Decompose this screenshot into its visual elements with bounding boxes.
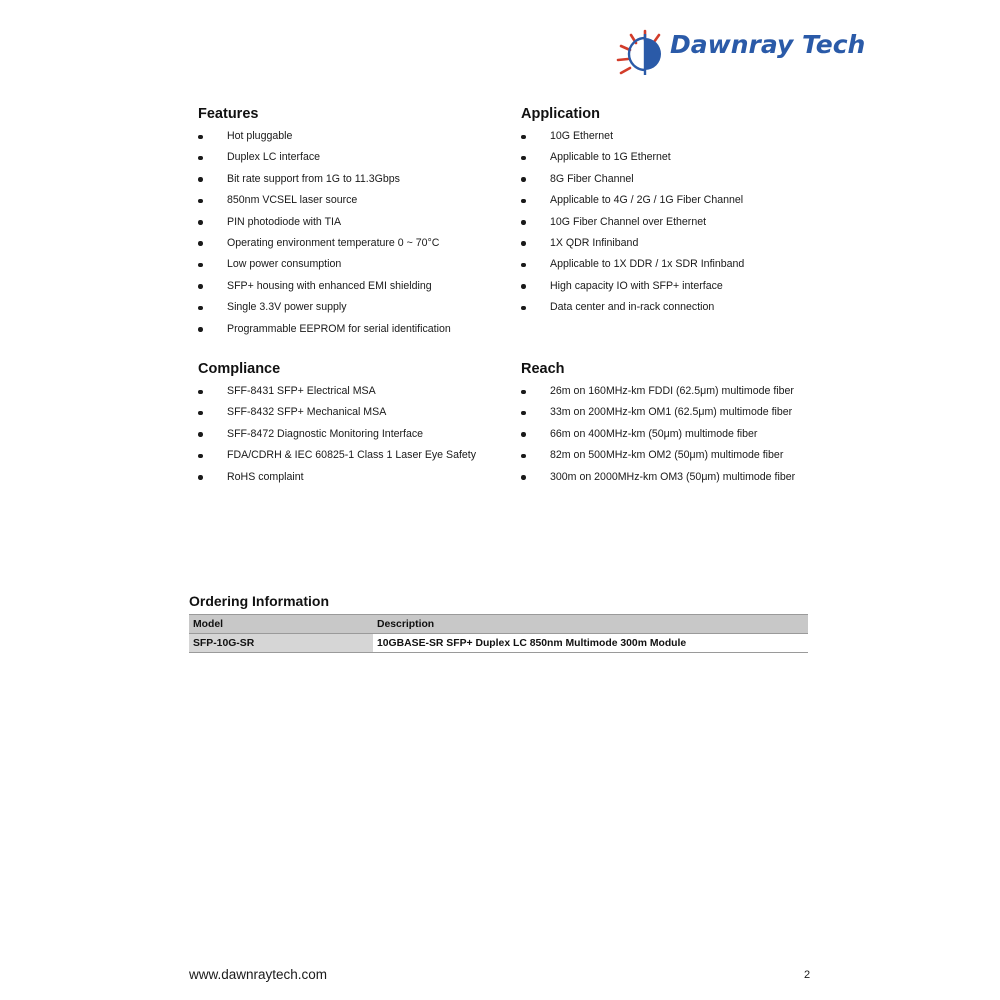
list-item-label: 33m on 200MHz-km OM1 (62.5μm) multimode fiber (550, 406, 793, 419)
list-item (198, 233, 498, 254)
bullet-icon (198, 284, 203, 289)
list-item-label: 66m on 400MHz-km (50μm) multimode fiber (550, 427, 758, 440)
list-item (521, 276, 851, 297)
column-header-description: Description (373, 615, 808, 634)
list-item-label: Duplex LC interface (227, 151, 321, 164)
bullet-icon (198, 156, 203, 161)
bullet-icon (521, 177, 526, 182)
list-item (198, 467, 508, 488)
bullet-icon (198, 177, 203, 182)
list-item (198, 276, 498, 297)
list-item (521, 402, 851, 423)
bullet-icon (198, 263, 203, 268)
bullet-icon (521, 432, 526, 437)
list-item (198, 402, 508, 423)
footer-page-number: 2 (804, 969, 811, 981)
bullet-icon (521, 220, 526, 225)
table-header-row (189, 615, 808, 634)
features-heading: Features (198, 106, 259, 122)
column-header-model: Model (189, 615, 373, 634)
list-item (198, 381, 508, 402)
list-item (198, 445, 508, 466)
bullet-icon (198, 411, 203, 416)
sun-burst-icon (615, 28, 675, 80)
list-item-label: Applicable to 1G Ethernet (550, 151, 671, 164)
list-item-label: Programmable EEPROM for serial identification (227, 322, 451, 335)
table-row (189, 634, 808, 653)
bullet-icon (521, 411, 526, 416)
list-item-label: SFF-8472 Diagnostic Monitoring Interface (227, 427, 424, 440)
bullet-icon (521, 241, 526, 246)
list-item-label: SFP+ housing with enhanced EMI shielding (227, 279, 432, 292)
list-item-label: RoHS complaint (227, 470, 304, 483)
footer-website-url[interactable]: www.dawnraytech.com (189, 967, 328, 982)
application-heading: Application (521, 106, 600, 122)
list-item-label: Hot pluggable (227, 130, 293, 142)
list-item-label: Applicable to 4G / 2G / 1G Fiber Channel (550, 194, 744, 207)
list-item (521, 190, 851, 211)
list-item-label: 850nm VCSEL laser source (227, 194, 358, 207)
bullet-icon (198, 432, 203, 437)
list-item (198, 424, 508, 445)
list-item-label: High capacity IO with SFP+ interface (550, 279, 723, 292)
list-item-label: Applicable to 1X DDR / 1x SDR Infinband (550, 258, 745, 271)
list-item (521, 254, 851, 275)
list-item-label: 1X QDR Infiniband (550, 236, 639, 249)
list-item-label: Data center and in-rack connection (550, 301, 715, 314)
list-item-label: 10G Fiber Channel over Ethernet (550, 215, 707, 228)
reach-list (521, 381, 851, 488)
list-item-label: 26m on 160MHz-km FDDI (62.5μm) multimode fiber (550, 385, 794, 397)
list-item-label: PIN photodiode with TIA (227, 215, 342, 228)
bullet-icon (198, 241, 203, 246)
compliance-list (198, 381, 508, 488)
compliance-heading: Compliance (198, 361, 281, 377)
bullet-icon (198, 327, 203, 332)
list-item-label: Low power consumption (227, 258, 342, 271)
list-item-label: 300m on 2000MHz-km OM3 (50μm) multimode fiber (550, 470, 796, 483)
bullet-icon (521, 475, 526, 480)
list-item (521, 424, 851, 445)
ordering-information-heading: Ordering Information (189, 593, 329, 609)
list-item-label: Operating environment temperature 0 ~ 70°C (227, 236, 440, 249)
bullet-icon (521, 156, 526, 161)
logo-wordmark: Dawnray Tech (670, 30, 866, 59)
list-item-label: Bit rate support from 1G to 11.3Gbps (227, 172, 400, 185)
bullet-icon (521, 306, 526, 311)
list-item (198, 297, 498, 318)
list-item (198, 254, 498, 275)
features-list (198, 126, 498, 340)
bullet-icon (521, 454, 526, 459)
list-item-label: Single 3.3V power supply (227, 301, 347, 314)
list-item (198, 212, 498, 233)
company-logo (615, 22, 866, 84)
cell-description: 10GBASE-SR SFP+ Duplex LC 850nm Multimode 300m Module (373, 634, 808, 653)
list-item (521, 126, 851, 147)
bullet-icon (521, 263, 526, 268)
application-list (521, 126, 851, 319)
bullet-icon (198, 199, 203, 204)
bullet-icon (198, 306, 203, 311)
list-item-label: SFF-8431 SFP+ Electrical MSA (227, 385, 376, 397)
list-item (198, 147, 498, 168)
list-item (521, 169, 851, 190)
list-item (521, 297, 851, 318)
list-item (198, 190, 498, 211)
list-item (521, 445, 851, 466)
bullet-icon (521, 135, 526, 140)
bullet-icon (198, 390, 203, 395)
list-item (521, 467, 851, 488)
list-item-label: 82m on 500MHz-km OM2 (50μm) multimode fiber (550, 449, 784, 462)
list-item (198, 319, 498, 340)
bullet-icon (198, 454, 203, 459)
list-item-label: SFF-8432 SFP+ Mechanical MSA (227, 406, 387, 419)
list-item (198, 169, 498, 190)
bullet-icon (521, 284, 526, 289)
bullet-icon (198, 220, 203, 225)
list-item (521, 147, 851, 168)
bullet-icon (521, 390, 526, 395)
bullet-icon (521, 199, 526, 204)
bullet-icon (198, 135, 203, 140)
reach-heading: Reach (521, 361, 565, 377)
list-item-label: 8G Fiber Channel (550, 172, 634, 185)
list-item (198, 126, 498, 147)
bullet-icon (198, 475, 203, 480)
list-item-label: 10G Ethernet (550, 130, 614, 142)
list-item (521, 212, 851, 233)
list-item-label: FDA/CDRH & IEC 60825-1 Class 1 Laser Eye Safety (227, 449, 477, 462)
list-item (521, 381, 851, 402)
cell-model: SFP-10G-SR (189, 634, 373, 653)
ordering-table (189, 614, 808, 653)
list-item (521, 233, 851, 254)
